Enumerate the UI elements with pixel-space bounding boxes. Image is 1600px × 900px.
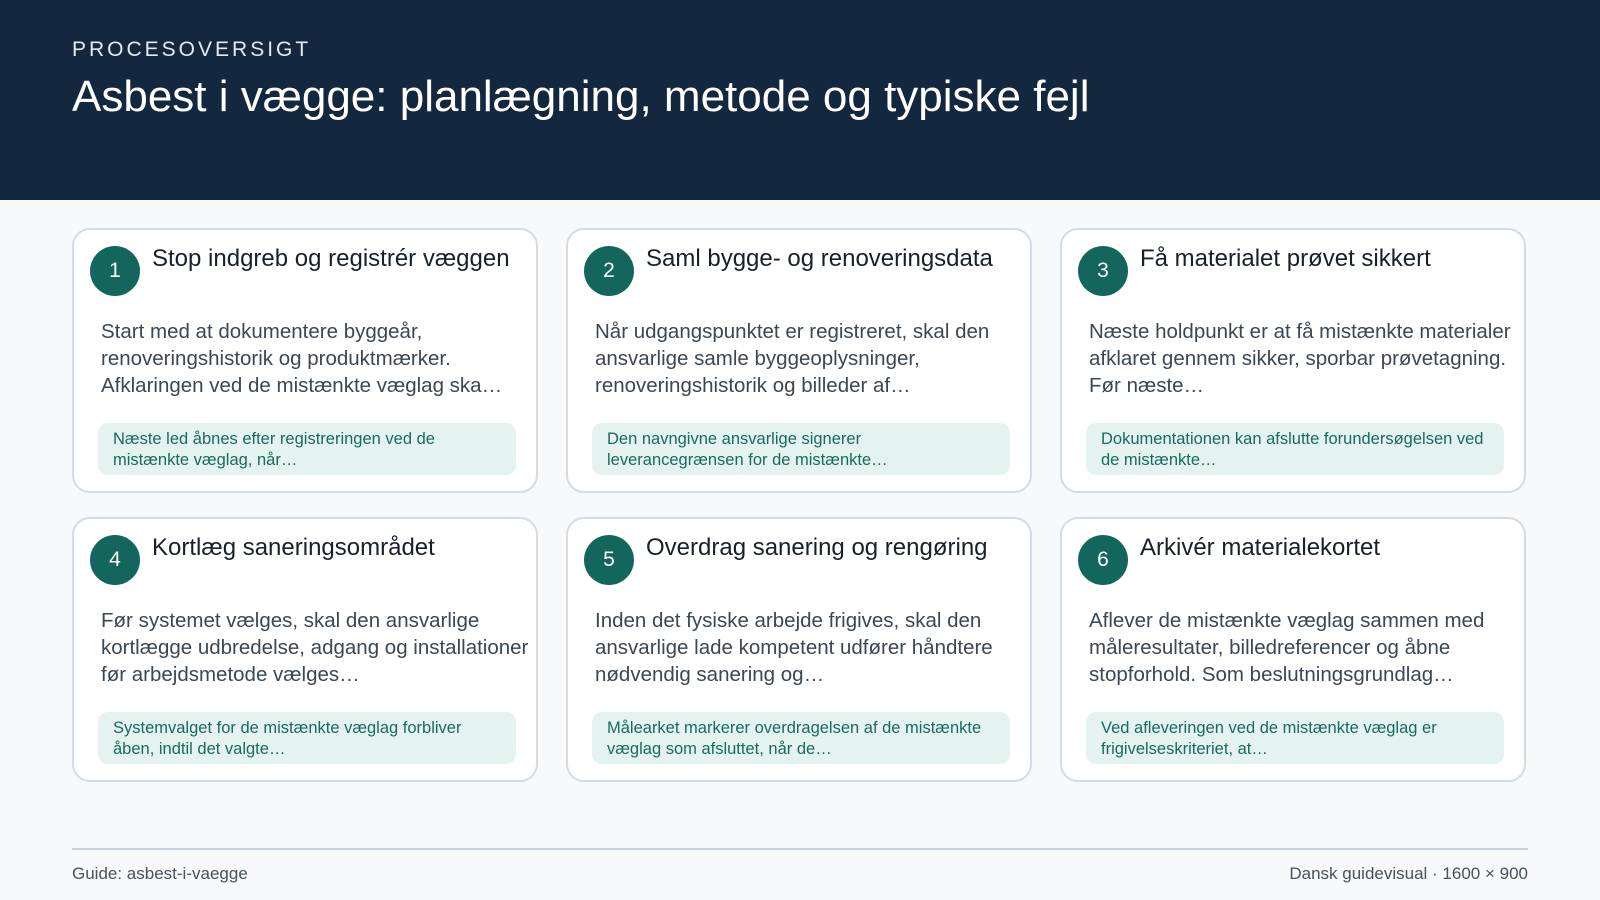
step-title: Saml bygge- og renoveringsdata <box>646 245 993 272</box>
step-note: Næste led åbnes efter registreringen ved de mistænkte væglag, når… <box>98 423 516 475</box>
step-number-badge: 4 <box>90 535 140 585</box>
step-number-badge: 5 <box>584 535 634 585</box>
step-note: Systemvalget for de mistænkte væglag forbliver åben, indtil det valgte… <box>98 712 516 764</box>
step-card-5 <box>566 517 1032 782</box>
footer-guide-label: Guide: asbest-i-vaegge <box>72 864 248 883</box>
eyebrow-label: PROCESOVERSIGT <box>72 38 312 61</box>
step-description: Start med at dokumentere byggeår, renoveringshistorik og produktmærker. Afklaringen ved de mistænkte væglag ska… <box>101 320 503 397</box>
step-card-1 <box>72 228 538 493</box>
step-card-6 <box>1060 517 1526 782</box>
step-title: Arkivér materialekortet <box>1140 534 1381 561</box>
step-card-4 <box>72 517 538 782</box>
step-note: Ved afleveringen ved de mistænkte væglag er frigivelseskriteriet, at… <box>1086 712 1504 764</box>
step-description: Når udgangspunktet er registreret, skal den ansvarlige samle byggeoplysninger, renoveringshistorik og billeder af… <box>595 320 990 397</box>
footer-format-label: Dansk guidevisual · 1600 × 900 <box>1289 864 1528 883</box>
step-title: Overdrag sanering og rengøring <box>646 534 988 561</box>
step-description: Næste holdpunkt er at få mistænkte materialer afklaret gennem sikker, sporbar prøvetagning. Før næste… <box>1089 320 1511 397</box>
step-number-badge: 1 <box>90 246 140 296</box>
footer-divider <box>72 848 1528 850</box>
step-note: Dokumentationen kan afslutte forundersøgelsen ved de mistænkte… <box>1086 423 1504 475</box>
page-title: Asbest i vægge: planlægning, metode og typiske fejl <box>72 72 1090 121</box>
step-number-badge: 2 <box>584 246 634 296</box>
step-card-2 <box>566 228 1032 493</box>
page-header <box>0 0 1600 200</box>
step-card-3 <box>1060 228 1526 493</box>
step-number-badge: 3 <box>1078 246 1128 296</box>
step-title: Stop indgreb og registrér væggen <box>152 245 510 272</box>
step-number-badge: 6 <box>1078 535 1128 585</box>
step-description: Inden det fysiske arbejde frigives, skal den ansvarlige lade kompetent udfører håndtere nødvendig sanering og… <box>595 609 993 686</box>
step-title: Få materialet prøvet sikkert <box>1140 245 1431 272</box>
step-description: Før systemet vælges, skal den ansvarlige kortlægge udbredelse, adgang og installationer før arbejdsmetode vælges… <box>101 609 529 686</box>
step-title: Kortlæg saneringsområdet <box>152 534 435 561</box>
step-note: Den navngivne ansvarlige signerer leverancegrænsen for de mistænkte… <box>592 423 1010 475</box>
step-description: Aflever de mistænkte væglag sammen med måleresultater, billedreferencer og åbne stopforhold. Som beslutningsgrundlag… <box>1089 609 1485 686</box>
step-note: Målearket markerer overdragelsen af de mistænkte væglag som afsluttet, når de… <box>592 712 1010 764</box>
